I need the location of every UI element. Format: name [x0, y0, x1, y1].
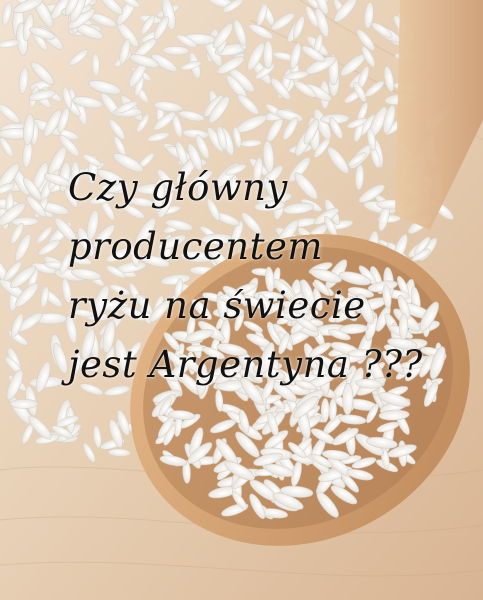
rice-grain — [10, 399, 38, 408]
rice-grain — [263, 40, 272, 68]
caption-line: jest Argentyna ??? — [68, 343, 423, 386]
caption-line: Czy główny — [68, 166, 288, 209]
quiz-caption — [68, 158, 468, 394]
caption-line: ryżu na świecie — [68, 284, 366, 327]
rice-grain — [321, 398, 329, 422]
caption-line: producentem — [68, 225, 323, 268]
